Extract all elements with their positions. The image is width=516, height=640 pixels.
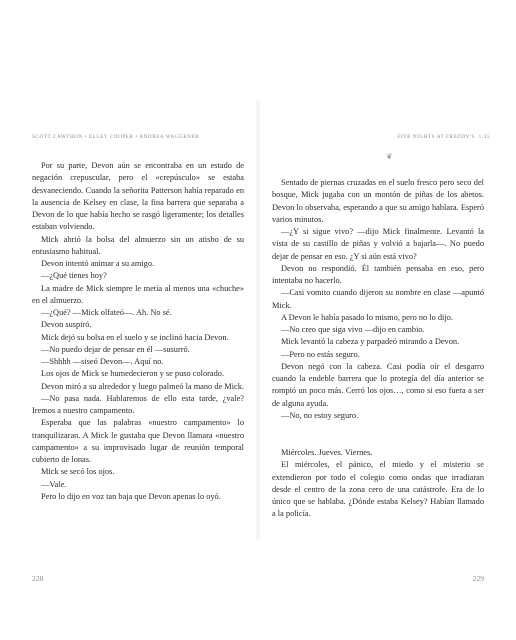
paragraph: —¿Qué tienes hoy? xyxy=(41,271,107,281)
paragraph: —No puedo dejar de pensar en él —susurró. xyxy=(41,344,190,354)
paragraph: Devon no respondió. Él también pensaba en eso, pero intentaba no hacerlo. xyxy=(272,263,484,285)
paragraph: A Devon le había pasado lo mismo, pero no lo dijo. xyxy=(281,312,453,322)
paragraph: Devon suspiró. xyxy=(41,320,92,330)
paragraph: Mick se secó los ojos. xyxy=(41,467,115,477)
paragraph: —No pasa nada. Hablaremos de ello esta tarde, ¿vale? Iremos a nuestro campamento. xyxy=(32,393,244,415)
paragraph: Devon negó con la cabeza. Casi podía oír el desgarro cuando la endeble barrera que lo protegía del día anterior se rompió un poco más. Cerró los ojos…, como si eso fuera a ser de alguna ayuda. xyxy=(272,361,484,408)
running-head-title: FIVE NIGHTS AT FREDDY'S. 1:35 xyxy=(397,134,490,140)
paragraph: —Casi vomito cuando dijeron su nombre en clase —apuntó Mick. xyxy=(272,288,484,310)
paragraph: Sentado de piernas cruzadas en el suelo fresco pero seco del bosque, Mick jugaba con un montón de piñas de los abetos. Devon lo observaba, esperando a que su amigo hablara. Esperó varios minutos. xyxy=(272,178,484,224)
paragraph: —¿Y si sigue vivo? —dijo Mick finalmente. Levantó la vista de su castillo de piñas y volvió a bajarla—. No puedo dejar de pensar en eso. ¿Y si aún está vivo? xyxy=(272,227,484,261)
fleuron-ornament-icon: ❦ xyxy=(386,152,393,161)
paragraph: —No creo que siga vivo —dijo en cambio. xyxy=(281,325,425,334)
paragraph: —¿Qué? —Mick olfateó—. Ah. No sé. xyxy=(41,308,172,317)
paragraph: —No, no estoy seguro. xyxy=(281,410,359,420)
page-number-right: 229 xyxy=(472,574,484,583)
right-page xyxy=(258,0,516,640)
paragraph: —Pero no estás seguro. xyxy=(281,349,360,359)
paragraph: Mick abrió la bolsa del almuerzo sin un atisbo de su entusiasmo habitual. xyxy=(32,234,244,256)
paragraph: Devon intentó animar a su amigo. xyxy=(41,259,155,268)
paragraph: Los ojos de Mick se humedecieron y se puso colorado. xyxy=(41,369,225,379)
right-page-text xyxy=(272,177,484,521)
paragraph: Por su parte, Devon aún se encontraba en un estado de negación crepuscular, pero el «crepúsculo» se estaba desvaneciendo. Cuando la señorita Patterson había reparado en la ausencia de Kelsey en clase, la fina barrera que separaba a Devon de lo que había hecho se rasgó ligeramente; los detalles estaban volviendo. xyxy=(32,161,244,232)
running-head-authors: SCOTT CAWTHON • ELLEY COOPER • ANDREA WAGGENER xyxy=(32,134,200,140)
section-break-paragraph: Miércoles. Jueves. Viernes. xyxy=(281,448,373,457)
paragraph: Devon miró a su alrededor y luego palmeó la mano de Mick. xyxy=(41,381,244,391)
paragraph: El miércoles, el pánico, el miedo y el misterio se extendieron por todo el colegio como ondas que irradiaran desde el centro de la zona cero de una catástrofe. Era de lo único que se hablaba. ¿Dónde estaba Kelsey? Habían llamado a la policía. xyxy=(272,460,484,519)
paragraph: —Shhhh —siseó Devon—. Aquí no. xyxy=(41,357,164,366)
paragraph: —Vale. xyxy=(41,479,67,489)
paragraph: Pero lo dijo en voz tan baja que Devon apenas lo oyó. xyxy=(41,491,221,501)
paragraph: La madre de Mick siempre le metía al menos una «chuche» en el almuerzo. xyxy=(32,283,244,305)
paragraph: Mick levantó la cabeza y parpadeó mirando a Devon. xyxy=(281,337,460,347)
paragraph: Mick dejó su bolsa en el suelo y se inclinó hacia Devon. xyxy=(41,332,229,342)
page-number-left: 228 xyxy=(32,574,44,583)
paragraph: Esperaba que las palabras «nuestro campamento» lo tranquilizaran. A Mick le gustaba que Devon llamara «nuestro campamento» a su improvisado lugar de reunión temporal cubierto de lonas. xyxy=(32,418,244,464)
left-page-text xyxy=(32,160,244,503)
